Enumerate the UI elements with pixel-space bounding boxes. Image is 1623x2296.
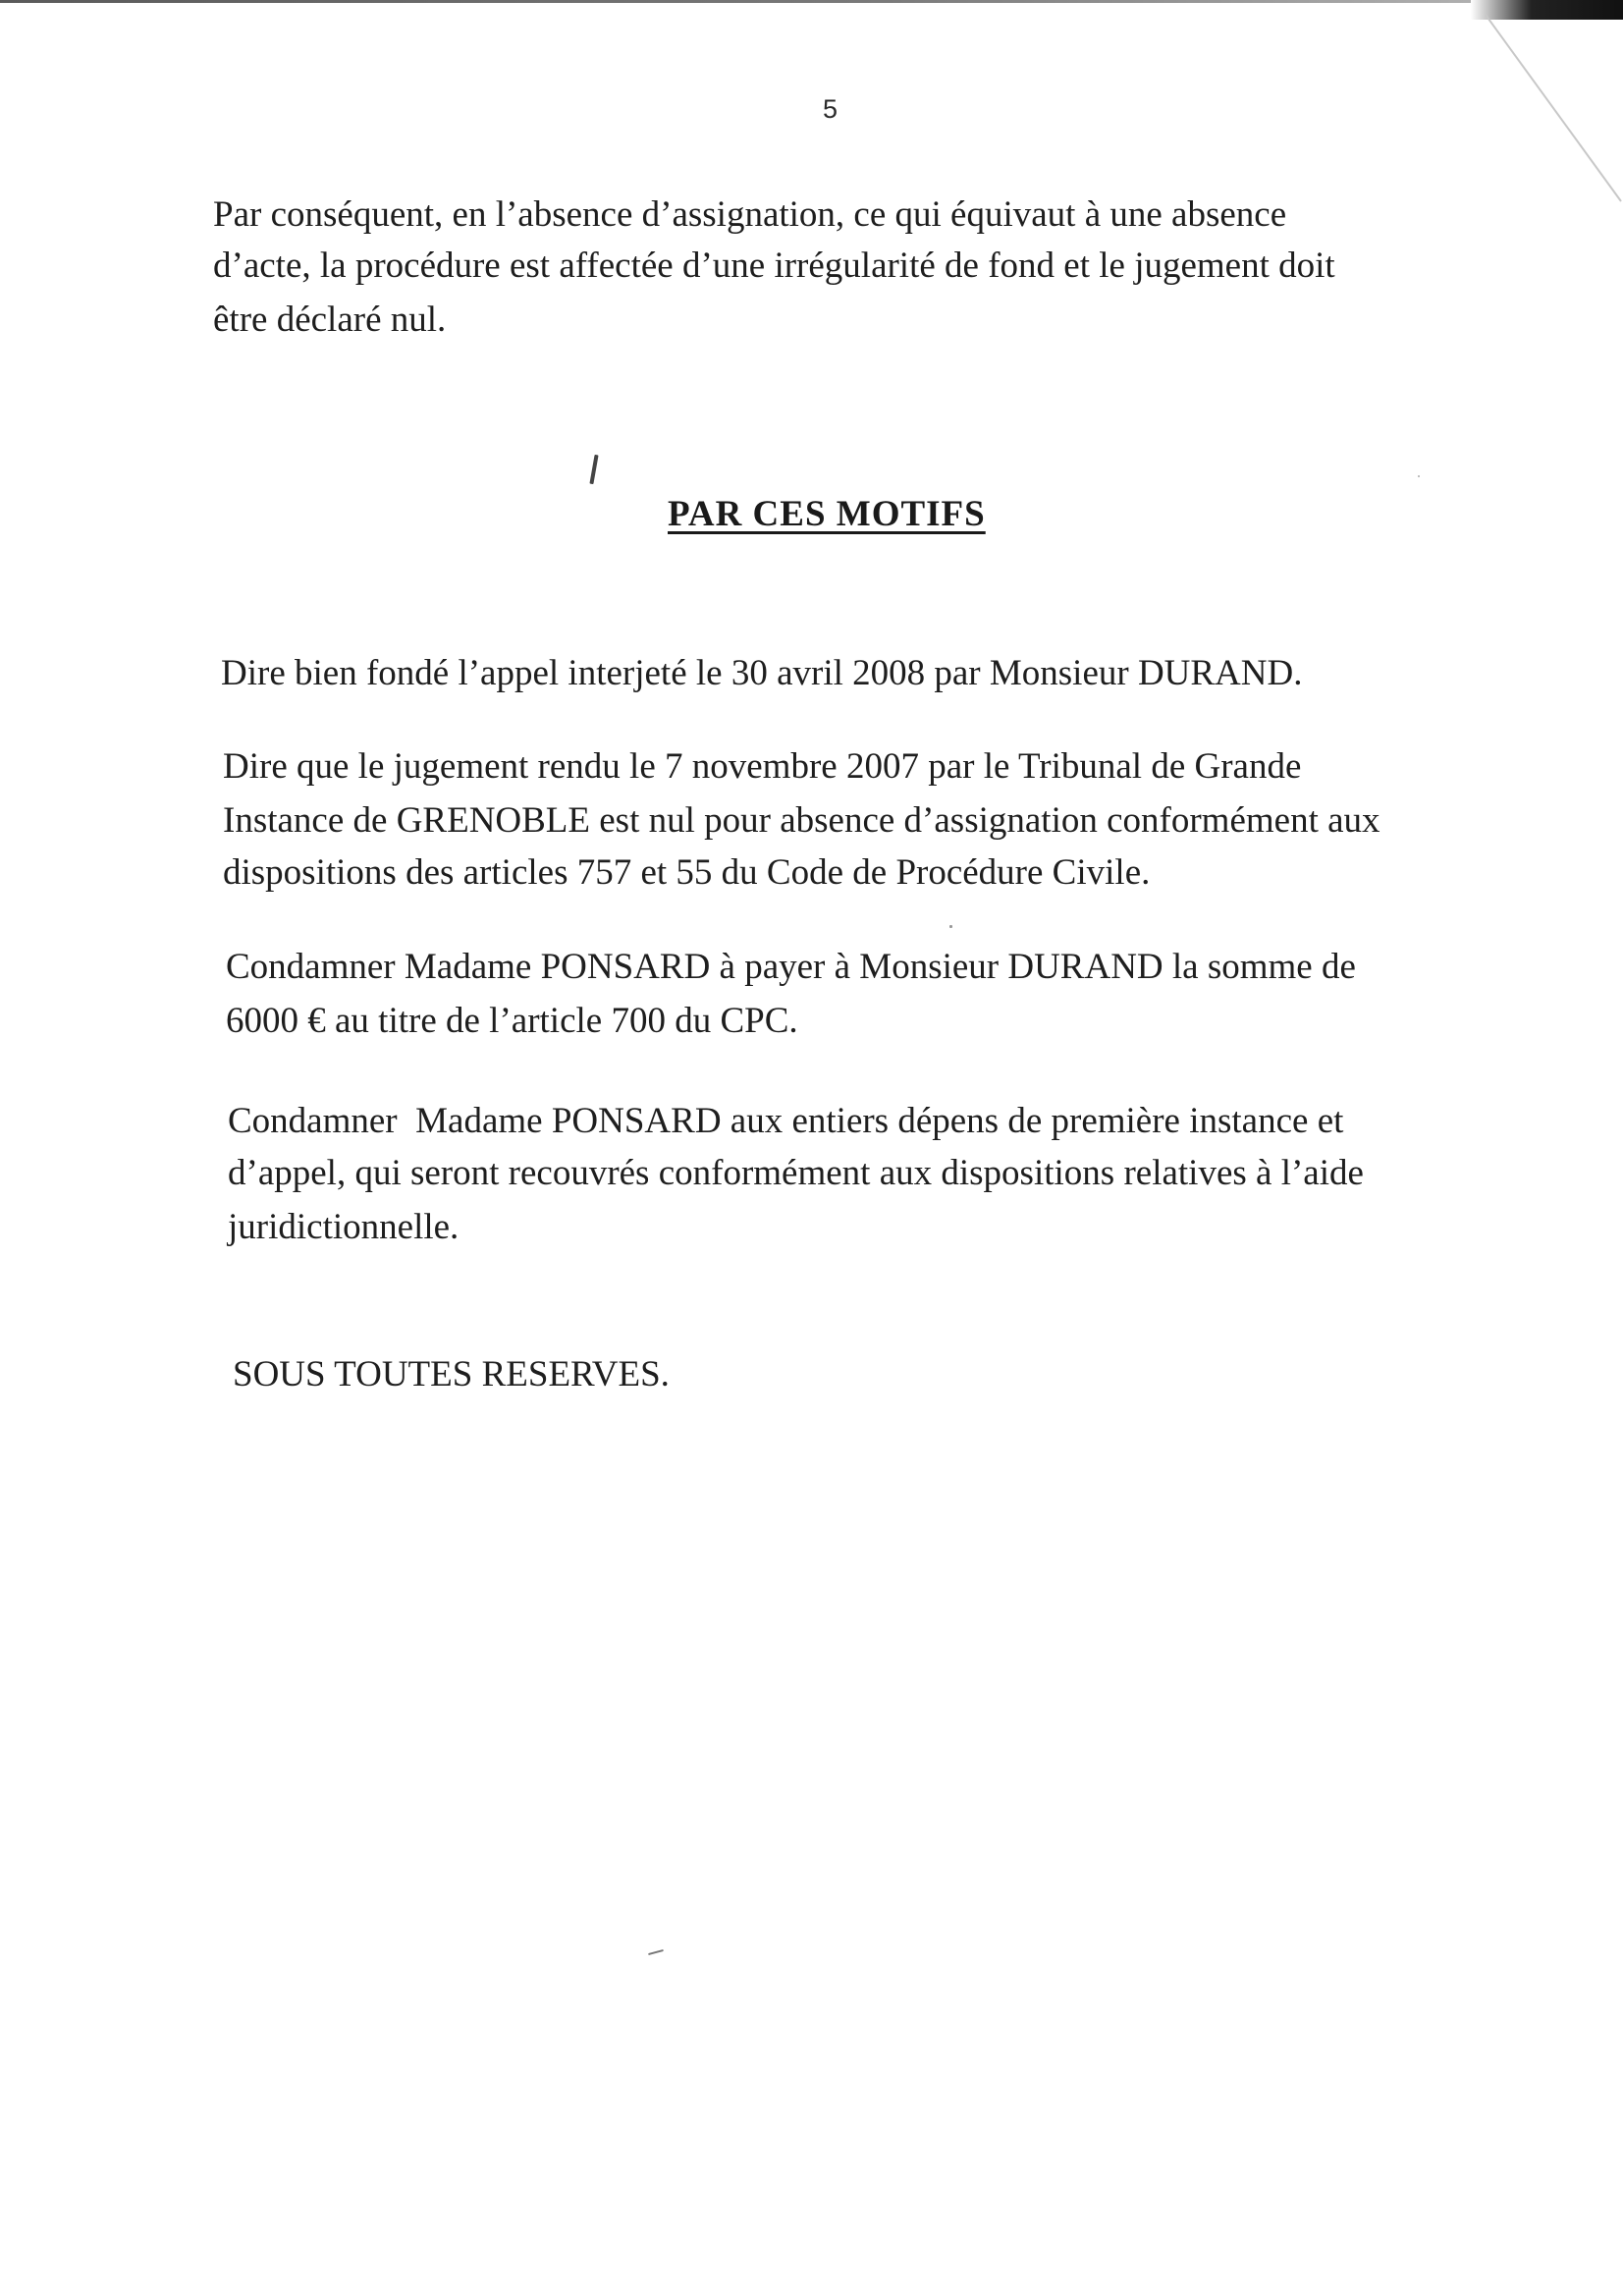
motif-line: d’appel, qui seront recouvrés conformément aux dispositions relatives à l’aide: [228, 1153, 1364, 1193]
scan-speck: [1418, 475, 1420, 477]
motif-line: 6000 € au titre de l’article 700 du CPC.: [226, 1001, 798, 1041]
motif-line: juridictionnelle.: [228, 1207, 460, 1247]
scan-fold-line: [1466, 0, 1623, 226]
motif-line: Instance de GRENOBLE est nul pour absence d’assignation conformément aux: [223, 800, 1380, 841]
page-number: 5: [823, 94, 839, 124]
scan-speck: [949, 925, 952, 928]
scan-speck: [648, 1949, 664, 1955]
scan-edge-line: [0, 0, 1478, 3]
motif-line: Condamner Madame PONSARD à payer à Monsieur DURAND la somme de: [226, 947, 1356, 987]
pen-mark: [589, 455, 598, 484]
motif-line: Condamner Madame PONSARD aux entiers dépens de première instance et: [228, 1101, 1344, 1141]
intro-line: être déclaré nul.: [213, 300, 447, 340]
motif-line: Dire bien fondé l’appel interjeté le 30 avril 2008 par Monsieur DURAND.: [221, 653, 1303, 693]
intro-line: d’acte, la procédure est affectée d’une irrégularité de fond et le jugement doit: [213, 246, 1335, 286]
motif-line: dispositions des articles 757 et 55 du Code de Procédure Civile.: [223, 852, 1151, 893]
section-heading: PAR CES MOTIFS: [668, 494, 986, 534]
intro-line: Par conséquent, en l’absence d’assignation, ce qui équivaut à une absence: [213, 194, 1287, 235]
motif-line: Dire que le jugement rendu le 7 novembre 2007 par le Tribunal de Grande: [223, 746, 1302, 787]
closing-reserves: SOUS TOUTES RESERVES.: [233, 1354, 670, 1394]
